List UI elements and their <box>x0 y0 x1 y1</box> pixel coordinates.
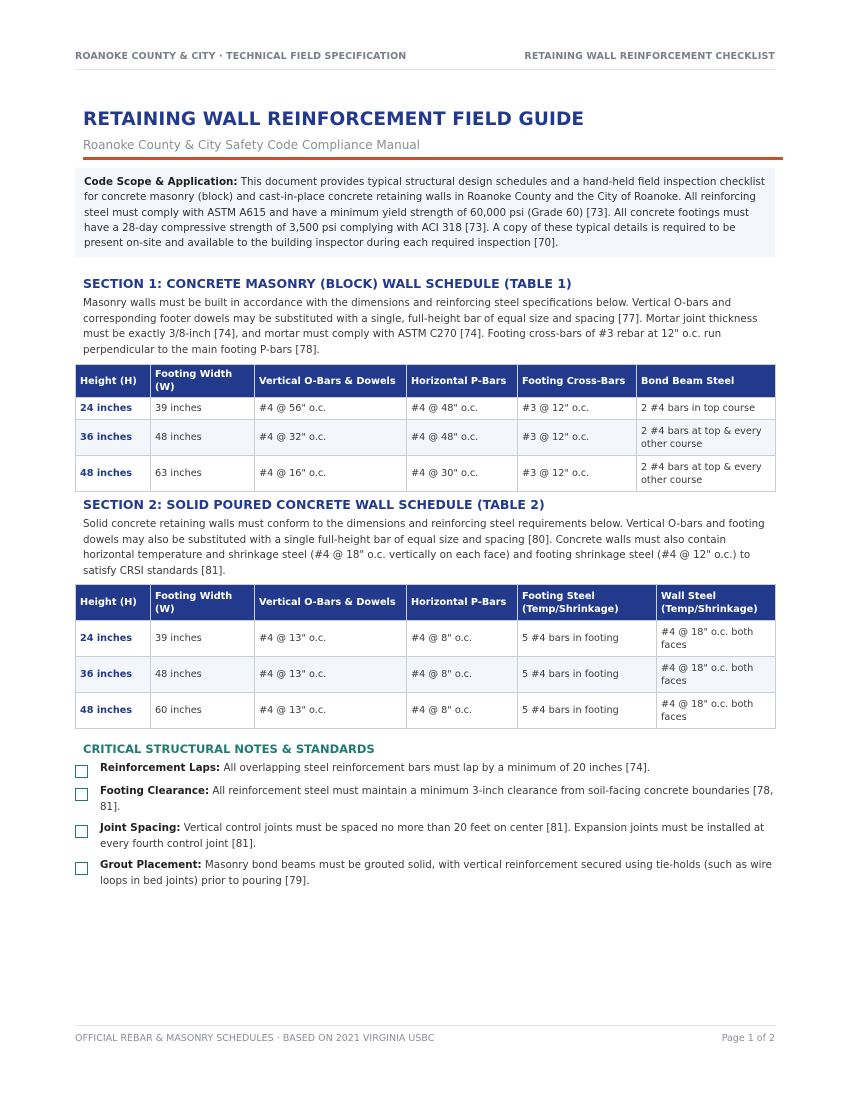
page-footer <box>75 1025 775 1044</box>
table-cell: #4 @ 30" o.c. <box>407 456 518 492</box>
table-cell: 48 inches <box>76 456 151 492</box>
table-cell: 36 inches <box>76 420 151 456</box>
table-header-row <box>76 365 776 398</box>
table-cell: #4 @ 8" o.c. <box>407 693 518 729</box>
checklist-item <box>75 784 777 815</box>
footer-left: OFFICIAL REBAR & MASONRY SCHEDULES · BASED ON 2021 VIRGINIA USBC <box>75 1033 435 1044</box>
section2-intro: Solid concrete retaining walls must conform to the dimensions and reinforcing steel requirements below. Vertical O-bars and footing dowels may also be substituted with a single full-height bar of equal size and spacing [80]. Concrete walls must also contain horizontal temperature and shrinkage steel (#4 @ 18" o.c. vertically on each face) and footing shrinkage steel (#4 @ 12" o.c.) to satisfy CRSI standards [81]. <box>83 518 765 577</box>
running-header <box>75 51 775 70</box>
note-label: Reinforcement Laps: <box>100 762 221 774</box>
column-header: Footing Cross-Bars <box>518 365 637 398</box>
table-cell: #4 @ 16" o.c. <box>255 456 407 492</box>
column-header: Footing Width (W) <box>151 585 255 621</box>
column-header: Height (H) <box>76 365 151 398</box>
scope-label: Code Scope & Application: <box>84 176 238 188</box>
table-cell: 48 inches <box>151 420 255 456</box>
column-header: Wall Steel (Temp/Shrinkage) <box>657 585 776 621</box>
table-cell: 63 inches <box>151 456 255 492</box>
column-header: Horizontal P-Bars <box>407 585 518 621</box>
checklist-item <box>75 858 777 889</box>
table-cell: #4 @ 8" o.c. <box>407 657 518 693</box>
table-cell: 5 #4 bars in footing <box>518 657 657 693</box>
column-header: Vertical O-Bars & Dowels <box>255 585 407 621</box>
table-row <box>76 398 776 420</box>
table-cell: #4 @ 18" o.c. both faces <box>657 693 776 729</box>
table-cell: 36 inches <box>76 657 151 693</box>
table-header-row <box>76 585 776 621</box>
header-left: ROANOKE COUNTY & CITY · TECHNICAL FIELD SPECIFICATION <box>75 51 407 62</box>
note-body: All reinforcement steel must maintain a minimum 3-inch clearance from soil-facing concrete boundaries [78, 81]. <box>100 785 774 813</box>
masonry-schedule-table <box>75 364 776 492</box>
table-row <box>76 420 776 456</box>
note-text <box>100 761 650 777</box>
table-cell: #4 @ 32" o.c. <box>255 420 407 456</box>
table-cell: 39 inches <box>151 398 255 420</box>
table-row <box>76 456 776 492</box>
scope-text: This document provides typical structural design schedules and a hand-held field inspection checklist for concrete masonry (block) and cast-in-place concrete retaining walls in Roanoke County and the City of Roanoke. All reinforcing steel must comply with ASTM A615 and have a minimum yield strength of 60,000 psi (Grade 60) [73]. All concrete footings must have a 28-day compressive strength of 3,500 psi complying with ACI 318 [73]. A copy of these typical details is required to be present on-site and available to the building inspector during each required inspection [70]. <box>84 176 765 250</box>
note-label: Grout Placement: <box>100 859 202 871</box>
document-subtitle: Roanoke County & City Safety Code Compliance Manual <box>83 138 421 152</box>
table-cell: #3 @ 12" o.c. <box>518 398 637 420</box>
column-header: Footing Width (W) <box>151 365 255 398</box>
table-row <box>76 693 776 729</box>
table-row <box>76 657 776 693</box>
column-header: Bond Beam Steel <box>637 365 776 398</box>
note-body: Masonry bond beams must be grouted solid, with vertical reinforcement secured using tie-holds (such as wire loops in bed joints) prior to pouring [79]. <box>100 859 772 887</box>
title-divider <box>83 157 783 160</box>
table-cell: #4 @ 8" o.c. <box>407 621 518 657</box>
header-right: RETAINING WALL REINFORCEMENT CHECKLIST <box>524 51 775 62</box>
note-body: All overlapping steel reinforcement bars must lap by a minimum of 20 inches [74]. <box>220 762 651 774</box>
table-cell: 2 #4 bars at top & every other course <box>637 456 776 492</box>
scope-callout <box>75 168 775 257</box>
note-body: Vertical control joints must be spaced no more than 20 feet on center [81]. Expansion joints must be installed at every fourth control joint [81]. <box>100 822 765 850</box>
table-cell: #3 @ 12" o.c. <box>518 420 637 456</box>
checkbox[interactable] <box>75 825 88 838</box>
concrete-schedule-table <box>75 584 776 729</box>
table-cell: 48 inches <box>151 657 255 693</box>
table-cell: #4 @ 48" o.c. <box>407 420 518 456</box>
note-label: Joint Spacing: <box>100 822 181 834</box>
column-header: Vertical O-Bars & Dowels <box>255 365 407 398</box>
table-cell: 24 inches <box>76 398 151 420</box>
note-text <box>100 858 777 889</box>
section1-intro: Masonry walls must be built in accordance with the dimensions and reinforcing steel specifications below. Vertical O-bars and corresponding footer dowels may be substituted with a single, full-height bar of equal size and spacing [77]. Mortar joint thickness must be exactly 3/8-inch [74], and mortar must comply with ASTM C270 [74]. Footing cross-bars of #3 rebar at 12" o.c. run perpendicular to the main footing P-bars [78]. <box>83 297 758 356</box>
checkbox[interactable] <box>75 788 88 801</box>
table-cell: 2 #4 bars at top & every other course <box>637 420 776 456</box>
notes-checklist <box>75 761 777 895</box>
table-cell: #3 @ 12" o.c. <box>518 456 637 492</box>
column-header: Horizontal P-Bars <box>407 365 518 398</box>
table-cell: 60 inches <box>151 693 255 729</box>
table-cell: #4 @ 48" o.c. <box>407 398 518 420</box>
table-cell: 39 inches <box>151 621 255 657</box>
document-title: RETAINING WALL REINFORCEMENT FIELD GUIDE <box>83 109 585 130</box>
column-header: Footing Steel (Temp/Shrinkage) <box>518 585 657 621</box>
table-cell: #4 @ 18" o.c. both faces <box>657 657 776 693</box>
table-cell: #4 @ 18" o.c. both faces <box>657 621 776 657</box>
table-cell: 2 #4 bars in top course <box>637 398 776 420</box>
section1-heading: SECTION 1: CONCRETE MASONRY (BLOCK) WALL SCHEDULE (TABLE 1) <box>83 276 572 291</box>
table-cell: #4 @ 13" o.c. <box>255 657 407 693</box>
table-cell: 48 inches <box>76 693 151 729</box>
checkbox[interactable] <box>75 862 88 875</box>
table-cell: #4 @ 56" o.c. <box>255 398 407 420</box>
checkbox[interactable] <box>75 765 88 778</box>
table-row <box>76 621 776 657</box>
section2-heading: SECTION 2: SOLID POURED CONCRETE WALL SCHEDULE (TABLE 2) <box>83 497 545 512</box>
notes-heading: CRITICAL STRUCTURAL NOTES & STANDARDS <box>83 742 375 756</box>
page-number: Page 1 of 2 <box>721 1033 775 1044</box>
title-block <box>83 109 783 152</box>
note-label: Footing Clearance: <box>100 785 210 797</box>
checklist-item <box>75 821 777 852</box>
checklist-item <box>75 761 777 778</box>
table-cell: 5 #4 bars in footing <box>518 621 657 657</box>
column-header: Height (H) <box>76 585 151 621</box>
table-cell: 24 inches <box>76 621 151 657</box>
table-cell: 5 #4 bars in footing <box>518 693 657 729</box>
table-cell: #4 @ 13" o.c. <box>255 621 407 657</box>
table-cell: #4 @ 13" o.c. <box>255 693 407 729</box>
note-text <box>100 784 777 815</box>
note-text <box>100 821 777 852</box>
